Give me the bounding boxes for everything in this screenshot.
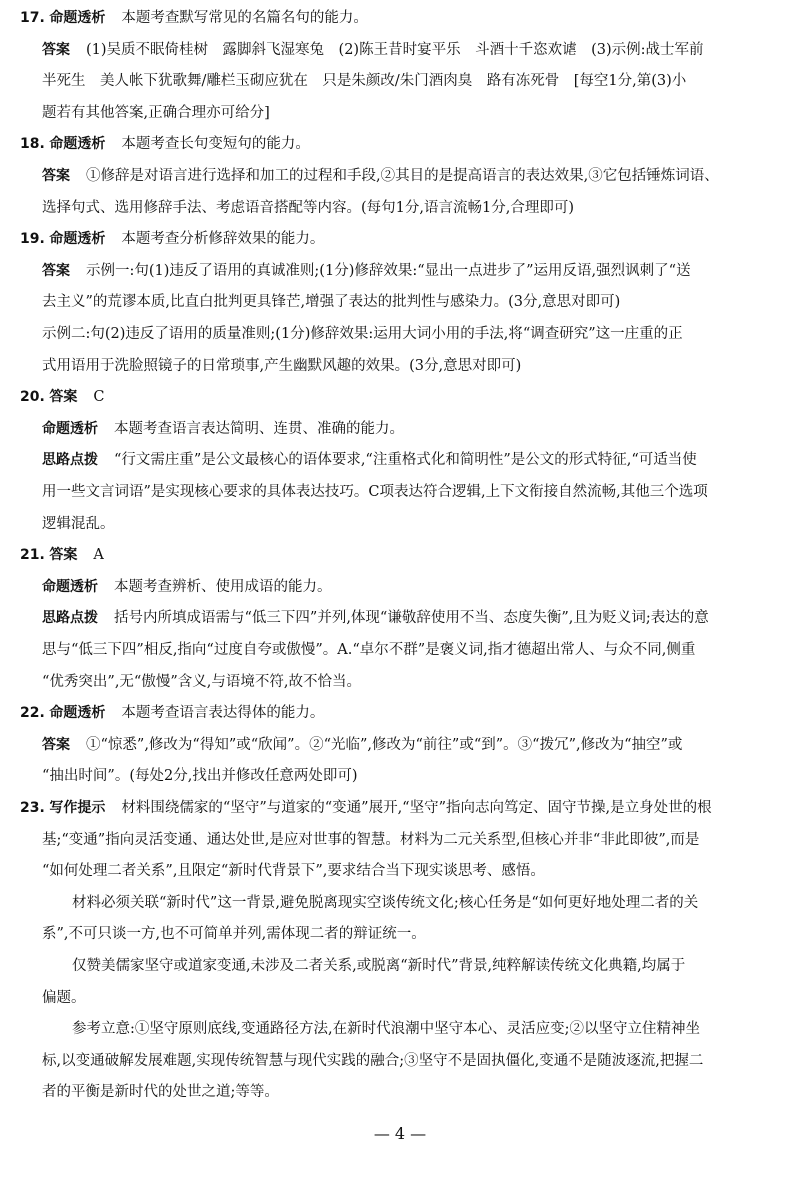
- q19-header: [20, 229, 324, 249]
- q17-answer-line-1: [42, 40, 704, 60]
- section-label: 命题透析: [49, 136, 106, 153]
- q19-answer-line-1: [42, 261, 691, 281]
- q21-hint-line-1: [42, 608, 709, 628]
- answer-label: 答案: [49, 547, 78, 564]
- section-text: 本题考查默写常见的名篇名句的能力。: [121, 10, 368, 26]
- q20-hint-line-2: 用一些文言词语”是实现核心要求的具体表达技巧。C项表达符合逻辑,上下文衔接自然流畅,其他三个选项: [42, 484, 708, 500]
- q23-p3-line-2: 偏题。: [42, 989, 86, 1006]
- section-text: 本题考查辨析、使用成语的能力。: [114, 578, 332, 595]
- q23-p4-line-2: 标,以变通破解发展难题,实现传统智慧与现代实践的融合;③坚守不是固执僵化,变通不是随波逐流,把握二: [42, 1052, 704, 1069]
- q22-answer-line-2: “抽出时间”。(每处2分,找出并修改任意两处即可): [42, 768, 358, 785]
- hint-text: 括号内所填成语需与“低三下四”并列,体现“谦敬辞使用不当、态度失衡”,且为贬义词;表达的意: [114, 610, 709, 627]
- section-label: 命题透析: [49, 231, 106, 248]
- section-label: 命题透析: [42, 578, 98, 595]
- answer-label: 答案: [42, 262, 70, 279]
- q23-header: [20, 798, 712, 818]
- q17-header: [20, 8, 368, 28]
- q17-answer-line-2: 半死生 美人帐下犹歌舞/雕栏玉砌应犹在 只是朱颜改/朱门酒肉臭 路有冻死骨 [每空1分,第(3)小: [42, 73, 687, 90]
- answer-choice: A: [93, 547, 104, 564]
- answer-text: (1)吴质不眠倚桂树 露脚斜飞湿寒兔 (2)陈王昔时宴平乐 斗酒十千恣欢谑 (3)示例:战士军前: [86, 41, 704, 58]
- writing-text: 材料围绕儒家的“坚守”与道家的“变通”展开,“坚守”指向志向笃定、固守节操,是立身处世的根: [121, 800, 712, 816]
- hint-label: 思路点拨: [42, 452, 98, 469]
- q23-p4-line-3: 者的平衡是新时代的处世之道;等等。: [42, 1084, 279, 1101]
- question-number: 17.: [20, 10, 45, 26]
- answer-label: 答案: [49, 389, 78, 406]
- answer-text: 示例一:句(1)违反了语用的真诚准则;(1分)修辞效果:“显出一点进步了”运用反语,强烈讽刺了“送: [86, 262, 691, 279]
- question-number: 22.: [20, 705, 45, 722]
- answer-text: ①“惊悉”,修改为“得知”或“欣闻”。②“光临”,修改为“前往”或“到”。③“拨冗”,修改为“抽空”或: [86, 736, 683, 753]
- section-label: 命题透析: [42, 420, 98, 437]
- q23-p2-line-1: 材料必须关联“新时代”这一背景,避免脱离现实空谈传统文化;核心任务是“如何更好地处理二者的关: [72, 894, 699, 911]
- section-text: 本题考查长句变短句的能力。: [121, 136, 310, 153]
- q21-hint-line-3: “优秀突出”,无“傲慢”含义,与语境不符,故不恰当。: [42, 673, 361, 690]
- q21-analysis: [42, 577, 332, 597]
- q19-example2-line-2: 式用语用于洗脸照镜子的日常琐事,产生幽默风趣的效果。(3分,意思对即可): [42, 357, 522, 374]
- question-number: 20.: [20, 389, 45, 406]
- hint-text: “行文需庄重”是公文最核心的语体要求,“注重格式化和简明性”是公文的形式特征,“可适当使: [114, 452, 697, 469]
- q21-header: [20, 545, 104, 565]
- section-text: 本题考查语言表达简明、连贯、准确的能力。: [114, 420, 404, 437]
- question-number: 19.: [20, 231, 45, 248]
- section-text: 本题考查语言表达得体的能力。: [121, 705, 325, 722]
- answer-label: 答案: [42, 168, 70, 184]
- q18-header: [20, 134, 310, 154]
- q23-p1-line-3: “如何处理二者关系”,且限定“新时代背景下”,要求结合当下现实谈思考、感悟。: [42, 863, 545, 880]
- q18-answer-line-2: 选择句式、选用修辞手法、考虑语音搭配等内容。(每句1分,语言流畅1分,合理即可): [42, 199, 574, 216]
- answer-choice: C: [93, 389, 105, 406]
- answer-label: 答案: [42, 736, 70, 753]
- q17-answer-line-3: 题若有其他答案,正确合理亦可给分]: [42, 104, 270, 121]
- section-label: 命题透析: [49, 10, 106, 26]
- q23-p3-line-1: 仅赞美儒家坚守或道家变通,未涉及二者关系,或脱离“新时代”背景,纯粹解读传统文化典籍,均属于: [72, 958, 686, 974]
- page-number: — 4 —: [373, 1124, 427, 1143]
- q23-p2-line-2: 系”,不可只谈一方,也不可简单并列,需体现二者的辩证统一。: [42, 926, 426, 943]
- q20-hint-line-3: 逻辑混乱。: [42, 515, 115, 532]
- q23-p4-line-1: 参考立意:①坚守原则底线,变通路径方法,在新时代浪潮中坚守本心、灵活应变;②以坚守立住精神坐: [72, 1021, 700, 1038]
- q18-answer-line-1: [42, 166, 719, 186]
- answer-text: ①修辞是对语言进行选择和加工的过程和手段,②其目的是提高语言的表达效果,③它包括锤炼词语、: [86, 168, 719, 184]
- hint-label: 思路点拨: [42, 610, 98, 627]
- section-label: 命题透析: [49, 705, 106, 722]
- question-number: 21.: [20, 547, 45, 564]
- q19-example2-line-1: 示例二:句(2)违反了语用的质量准则;(1分)修辞效果:运用大词小用的手法,将“调查研究”这一庄重的正: [42, 326, 683, 342]
- q21-hint-line-2: 思与“低三下四”相反,指向“过度自夸或傲慢”。A.“卓尔不群”是褒义词,指才德超出常人、与众不同,侧重: [42, 642, 696, 658]
- q20-header: [20, 387, 105, 407]
- question-number: 18.: [20, 136, 45, 153]
- q23-p1-line-2: 基;“变通”指向灵活变通、通达处世,是应对世事的智慧。材料为二元关系型,但核心并非“非此即彼”,而是: [42, 831, 700, 848]
- q22-answer-line-1: [42, 735, 682, 755]
- answer-label: 答案: [42, 41, 70, 58]
- q20-hint-line-1: [42, 450, 697, 470]
- q20-analysis: [42, 419, 404, 439]
- question-number: 23.: [20, 800, 45, 816]
- section-label: 写作提示: [49, 800, 106, 816]
- section-text: 本题考查分析修辞效果的能力。: [121, 231, 325, 248]
- q22-header: [20, 703, 324, 723]
- q19-answer-line-2: 去主义”的荒谬本质,比直白批判更具锋芒,增强了表达的批判性与感染力。(3分,意思对即可): [42, 294, 621, 311]
